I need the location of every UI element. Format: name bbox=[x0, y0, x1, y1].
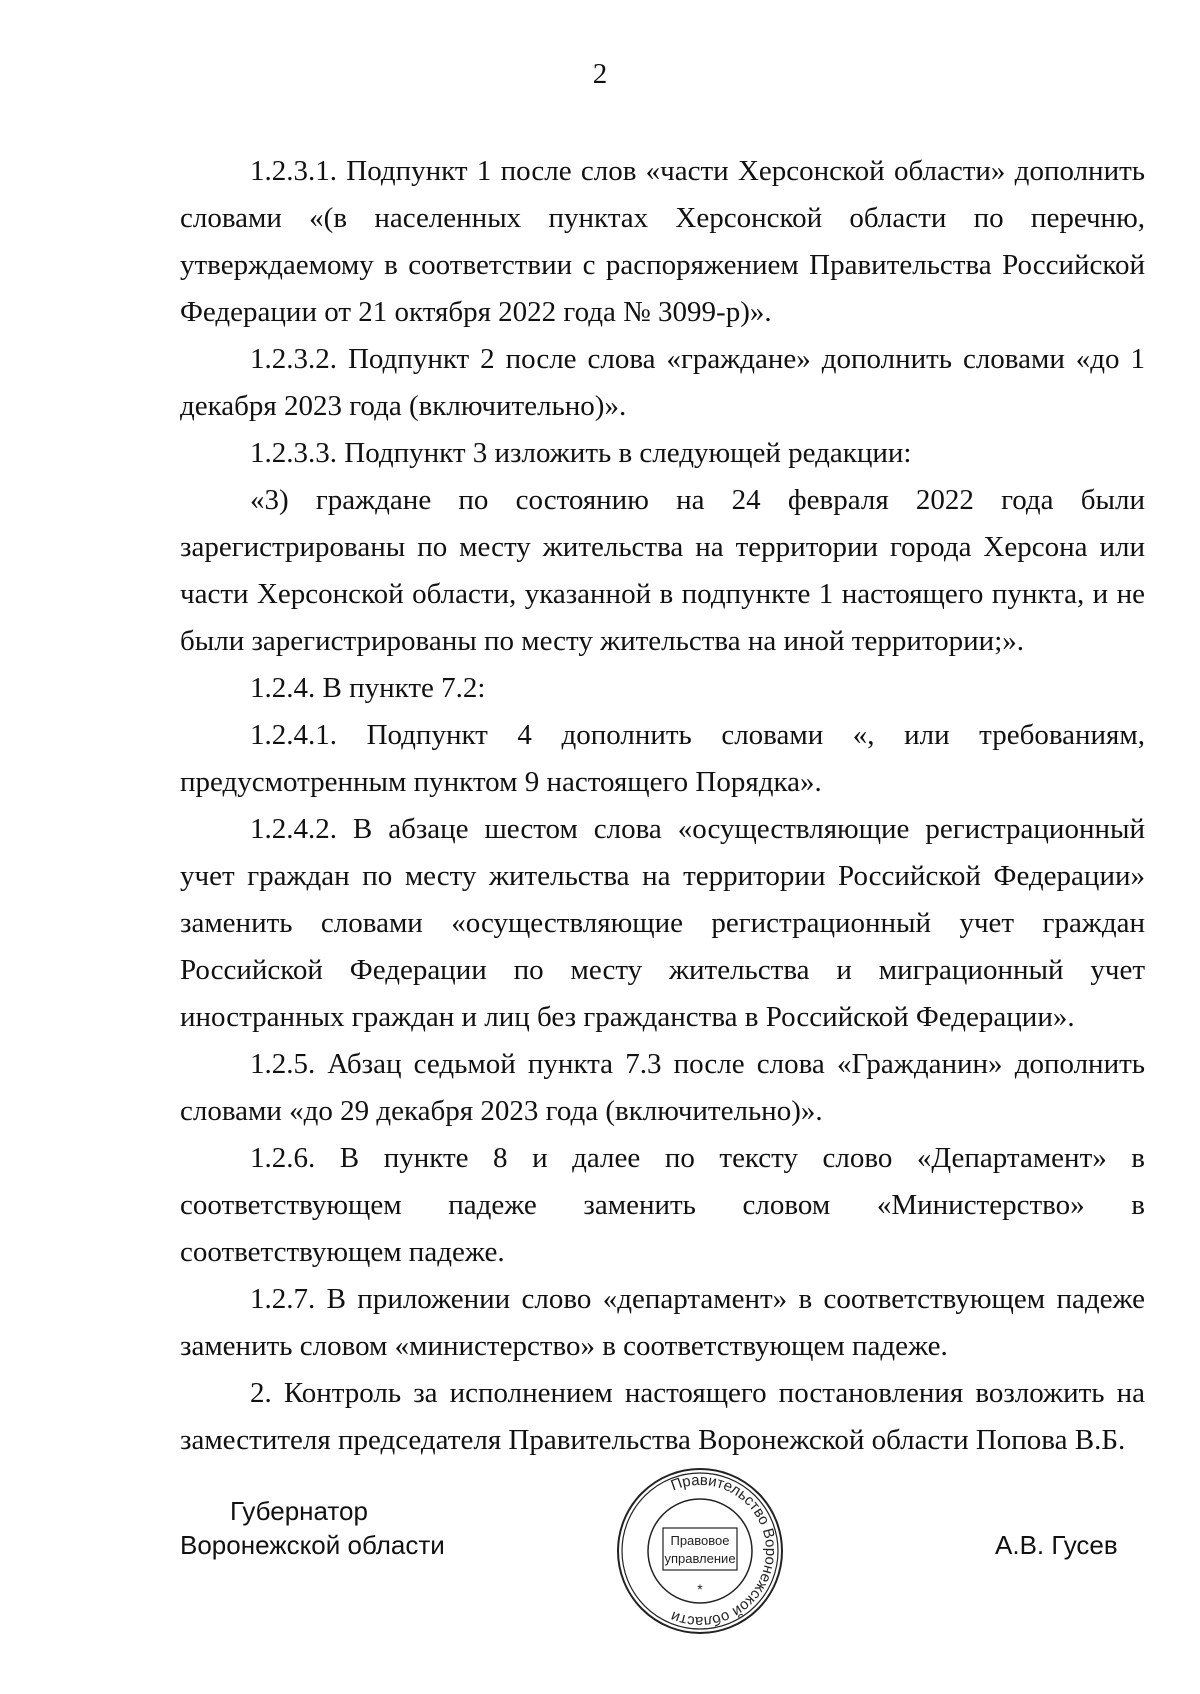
document-body bbox=[180, 148, 1145, 1464]
paragraph-1-2-3-1: 1.2.3.1. Подпункт 1 после слов «части Херсонской области» дополнить словами «(в населенных пунктах Херсонской области по перечню, утверждаемому в соответствии с распоряжением Правительства Российской Федерации от 21 октября 2022 года № 3099-р)». bbox=[180, 155, 1145, 328]
paragraph-1-2-6: 1.2.6. В пункте 8 и далее по тексту слово «Департамент» в соответствующем падеже заменить словом «Министерство» в соответствующем падеже. bbox=[180, 1142, 1145, 1268]
paragraph-quote-3: «3) граждане по состоянию на 24 февраля 2022 года были зарегистрированы по месту жительства на территории города Херсона или части Херсонской области, указанной в подпункте 1 настоящего пункта, и не были зарегистрированы по месту жительства на иной территории;». bbox=[180, 484, 1145, 657]
seal-star: * bbox=[697, 1581, 703, 1597]
paragraph-1-2-5: 1.2.5. Абзац седьмой пункта 7.3 после слова «Гражданин» дополнить словами «до 29 декабря 2023 года (включительно)». bbox=[180, 1048, 1145, 1127]
seal-inner-line2: управление bbox=[664, 1551, 736, 1566]
paragraph-1-2-4-1: 1.2.4.1. Подпункт 4 дополнить словами «, или требованиям, предусмотренным пунктом 9 настоящего Порядка». bbox=[180, 719, 1145, 798]
signatory-name: А.В. Гусев bbox=[995, 1530, 1118, 1560]
page-number: 2 bbox=[592, 58, 608, 90]
paragraph-1-2-4-2: 1.2.4.2. В абзаце шестом слова «осуществляющие регистрационный учет граждан по месту жительства на территории Российской Федерации» заменить словами «осуществляющие регистрационный учет граждан Российской Федерации по месту жительства и миграционный учет иностранных граждан и лиц без гражданства в Российской Федерации». bbox=[180, 813, 1145, 1033]
paragraph-1-2-3-2: 1.2.3.2. Подпункт 2 после слова «граждане» дополнить словами «до 1 декабря 2023 года (включительно)». bbox=[180, 343, 1145, 422]
paragraph-1-2-3-3: 1.2.3.3. Подпункт 3 изложить в следующей редакции: bbox=[250, 437, 912, 469]
seal-inner-line1: Правовое bbox=[670, 1533, 730, 1548]
signatory-title-line1: Губернатор bbox=[230, 1496, 368, 1526]
signatory-title bbox=[180, 1494, 445, 1562]
official-seal bbox=[615, 1466, 785, 1636]
seal-outer-text: Правительство Воронежской области bbox=[668, 1471, 780, 1631]
signatory-title-line2: Воронежской области bbox=[180, 1530, 445, 1560]
signature-block bbox=[0, 1471, 1200, 1694]
paragraph-2-control: 2. Контроль за исполнением настоящего постановления возложить на заместителя председателя Правительства Воронежской области Попова В.Б. bbox=[180, 1377, 1145, 1456]
paragraph-1-2-7: 1.2.7. В приложении слово «департамент» в соответствующем падеже заменить словом «министерство» в соответствующем падеже. bbox=[180, 1283, 1145, 1362]
paragraph-1-2-4: 1.2.4. В пункте 7.2: bbox=[250, 672, 486, 704]
